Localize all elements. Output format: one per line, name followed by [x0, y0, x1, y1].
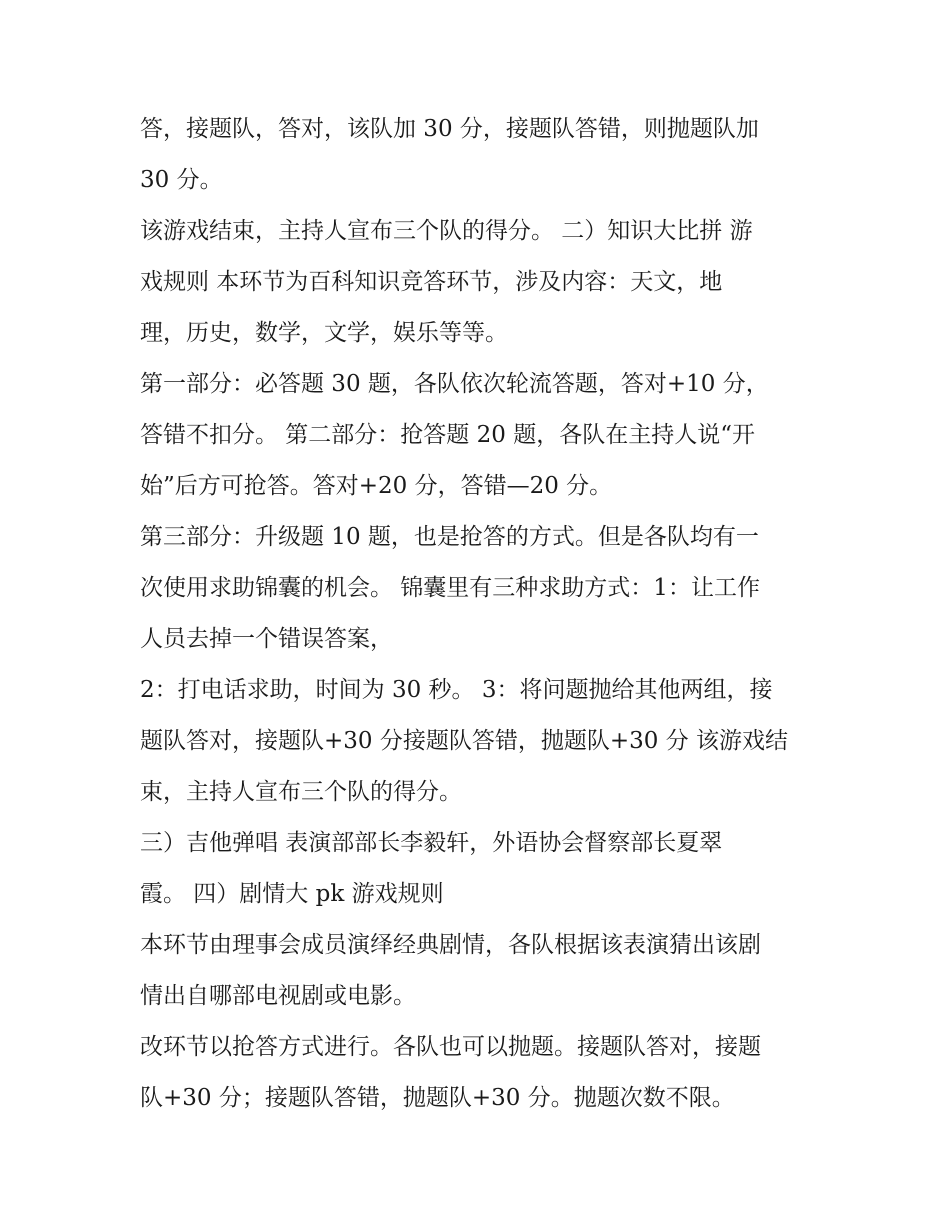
text-line: 本环节由理事会成员演绎经典剧情，各队根据该表演猜出该剧	[140, 932, 761, 958]
text-line: 戏规则 本环节为百科知识竞答环节，涉及内容：天文，地	[140, 269, 723, 295]
text-line: 该游戏结束，主持人宣布三个队的得分。 二）知识大比拼 游	[140, 218, 753, 244]
text-line: 始”后方可抢答。答对+20 分，答错—20 分。	[140, 473, 613, 499]
text-line: 理，历史，数学，文学，娱乐等等。	[140, 320, 508, 346]
text-line: 队+30 分；接题队答错，抛题队+30 分。抛题次数不限。	[140, 1085, 735, 1111]
text-line: 次使用求助锦囊的机会。 锦囊里有三种求助方式：1：让工作	[140, 575, 760, 601]
text-line: 人员去掉一个错误答案，	[140, 626, 393, 652]
text-line: 第一部分：必答题 30 题，各队依次轮流答题，答对+10 分，	[140, 371, 769, 397]
text-line: 霞。 四）剧情大 pk 游戏规则	[140, 881, 444, 907]
body-text	[140, 104, 820, 1124]
text-line: 情出自哪部电视剧或电影。	[140, 983, 416, 1009]
text-line: 第三部分：升级题 10 题，也是抢答的方式。但是各队均有一	[140, 524, 759, 550]
text-line: 答，接题队，答对，该队加 30 分，接题队答错，则抛题队加	[140, 116, 759, 142]
text-line: 答错不扣分。 第二部分：抢答题 20 题，各队在主持人说“开	[140, 422, 755, 448]
text-line: 题队答对，接题队+30 分接题队答错，抛题队+30 分 该游戏结	[140, 728, 789, 754]
text-line: 改环节以抢答方式进行。各队也可以抛题。接题队答对，接题	[140, 1034, 761, 1060]
text-line: 束，主持人宣布三个队的得分。	[140, 779, 462, 805]
text-line: 三）吉他弹唱 表演部部长李毅轩，外语协会督察部长夏翠	[140, 830, 723, 856]
text-line: 2：打电话求助，时间为 30 秒。 3：将问题抛给其他两组，接	[140, 677, 773, 703]
text-line: 30 分。	[140, 167, 223, 193]
